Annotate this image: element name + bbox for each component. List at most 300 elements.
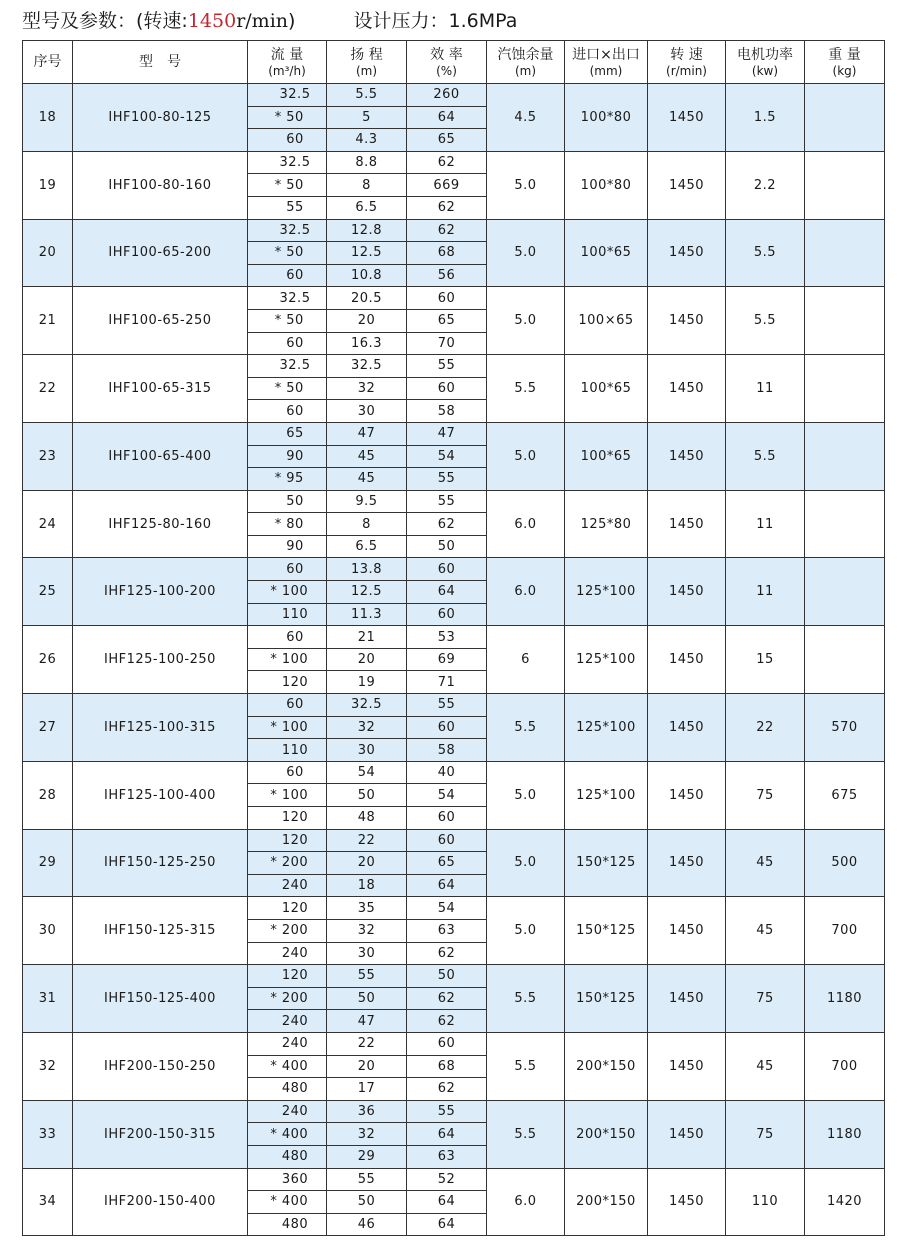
head-cell: 8.8 xyxy=(327,151,407,174)
flow-value: 120 xyxy=(281,900,309,916)
head-cell: 12.5 xyxy=(327,242,407,265)
head-cell: 46 xyxy=(327,1213,407,1236)
flow-cell xyxy=(248,445,327,468)
speed-cell: 1450 xyxy=(648,355,726,423)
flow-value: 100 xyxy=(281,652,309,668)
head-unit: (m) xyxy=(355,63,378,78)
col-efficiency: 效 率 (%) xyxy=(407,41,487,84)
flow-cell xyxy=(248,151,327,174)
flow-value: 400 xyxy=(281,1126,309,1142)
head-cell: 8 xyxy=(327,174,407,197)
efficiency-unit: (%) xyxy=(436,63,457,78)
flow-value: 50 xyxy=(286,313,304,329)
flow-value: 360 xyxy=(281,1171,309,1187)
rated-point-marker: * xyxy=(270,1126,278,1142)
flow-cell xyxy=(248,84,327,107)
efficiency-cell: 62 xyxy=(407,151,487,174)
seq-cell: 20 xyxy=(23,219,73,287)
head-cell: 6.5 xyxy=(327,196,407,219)
motor-power-cell: 11 xyxy=(726,558,805,626)
npsh-cell: 5.5 xyxy=(487,355,565,423)
flow-cell xyxy=(248,603,327,626)
flow-cell xyxy=(248,784,327,807)
seq-cell: 33 xyxy=(23,1100,73,1168)
inlet-outlet-cell: 100*65 xyxy=(565,355,648,423)
model-group xyxy=(23,761,885,829)
speed-cell: 1450 xyxy=(648,1032,726,1100)
flow-cell xyxy=(248,1078,327,1101)
head-cell: 5 xyxy=(327,106,407,129)
flow-value: 90 xyxy=(286,539,304,555)
flow-value: 60 xyxy=(286,268,304,284)
head-cell: 50 xyxy=(327,784,407,807)
efficiency-cell: 60 xyxy=(407,377,487,400)
weight-cell: 675 xyxy=(805,761,885,829)
npsh-cell: 5.0 xyxy=(487,829,565,897)
col-weight: 重 量 (kg) xyxy=(805,41,885,84)
rated-point-marker: * xyxy=(270,991,278,1007)
flow-cell xyxy=(248,468,327,491)
head-cell: 45 xyxy=(327,468,407,491)
model-cell: IHF150-125-315 xyxy=(73,897,248,965)
efficiency-cell: 68 xyxy=(407,1055,487,1078)
flow-value: 110 xyxy=(281,606,309,622)
efficiency-cell: 55 xyxy=(407,468,487,491)
weight-cell xyxy=(805,355,885,423)
rated-point-marker: * xyxy=(274,313,282,329)
motor-power-cell: 11 xyxy=(726,355,805,423)
flow-value: 480 xyxy=(281,1216,309,1232)
flow-cell xyxy=(248,1145,327,1168)
npsh-cell: 6 xyxy=(487,626,565,694)
flow-value: 120 xyxy=(281,674,309,690)
flow-value: 32.5 xyxy=(279,222,311,238)
model-group xyxy=(23,287,885,355)
motor-power-cell: 22 xyxy=(726,694,805,762)
efficiency-cell: 56 xyxy=(407,264,487,287)
head-cell: 32 xyxy=(327,1123,407,1146)
head-cell: 20 xyxy=(327,852,407,875)
model-group xyxy=(23,355,885,423)
flow-cell xyxy=(248,1123,327,1146)
seq-cell: 30 xyxy=(23,897,73,965)
table-row xyxy=(23,151,885,174)
npsh-cell: 5.5 xyxy=(487,1032,565,1100)
model-cell: IHF125-80-160 xyxy=(73,490,248,558)
flow-value: 32.5 xyxy=(279,155,311,171)
flow-value: 110 xyxy=(281,742,309,758)
flow-cell xyxy=(248,987,327,1010)
rated-point-marker: * xyxy=(274,381,282,397)
rated-point-marker: * xyxy=(270,787,278,803)
weight-cell xyxy=(805,558,885,626)
weight-cell: 570 xyxy=(805,694,885,762)
seq-cell: 19 xyxy=(23,151,73,219)
npsh-cell: 5.0 xyxy=(487,151,565,219)
efficiency-cell: 60 xyxy=(407,1032,487,1055)
speed-cell: 1450 xyxy=(648,422,726,490)
weight-cell xyxy=(805,219,885,287)
flow-value: 95 xyxy=(286,471,304,487)
efficiency-cell: 64 xyxy=(407,1123,487,1146)
motor-power-cell: 75 xyxy=(726,1100,805,1168)
head-cell: 47 xyxy=(327,422,407,445)
speed-value: 1450 xyxy=(187,10,237,32)
inlet-outlet-cell: 100*65 xyxy=(565,219,648,287)
table-row xyxy=(23,84,885,107)
efficiency-cell: 69 xyxy=(407,648,487,671)
flow-cell xyxy=(248,558,327,581)
head-cell: 8 xyxy=(327,513,407,536)
speed-cell: 1450 xyxy=(648,1168,726,1236)
motor-power-cell: 5.5 xyxy=(726,287,805,355)
efficiency-cell: 70 xyxy=(407,332,487,355)
flow-cell xyxy=(248,1191,327,1214)
flow-cell xyxy=(248,106,327,129)
col-flow: 流 量 (m³/h) xyxy=(248,41,327,84)
table-row xyxy=(23,558,885,581)
inlet-outlet-cell: 100×65 xyxy=(565,287,648,355)
motor-power-cell: 2.2 xyxy=(726,151,805,219)
model-group xyxy=(23,829,885,897)
flow-value: 32.5 xyxy=(279,358,311,374)
flow-cell xyxy=(248,897,327,920)
weight-cell xyxy=(805,84,885,152)
motor-power-cell: 1.5 xyxy=(726,84,805,152)
head-cell: 32.5 xyxy=(327,694,407,717)
speed-cell: 1450 xyxy=(648,694,726,762)
npsh-cell: 6.0 xyxy=(487,490,565,558)
pump-spec-table xyxy=(22,40,885,1236)
model-cell: IHF100-65-250 xyxy=(73,287,248,355)
efficiency-cell: 65 xyxy=(407,309,487,332)
efficiency-cell: 55 xyxy=(407,490,487,513)
model-group xyxy=(23,694,885,762)
head-cell: 10.8 xyxy=(327,264,407,287)
weight-cell: 700 xyxy=(805,1032,885,1100)
seq-cell: 31 xyxy=(23,965,73,1033)
efficiency-cell: 55 xyxy=(407,355,487,378)
seq-cell: 21 xyxy=(23,287,73,355)
speed-cell: 1450 xyxy=(648,1100,726,1168)
rated-point-marker: * xyxy=(270,584,278,600)
model-cell: IHF100-80-160 xyxy=(73,151,248,219)
seq-cell: 24 xyxy=(23,490,73,558)
flow-value: 50 xyxy=(286,245,304,261)
head-cell: 9.5 xyxy=(327,490,407,513)
efficiency-cell: 62 xyxy=(407,1078,487,1101)
flow-value: 50 xyxy=(286,381,304,397)
weight-unit: (kg) xyxy=(832,63,857,78)
rated-point-marker: * xyxy=(274,177,282,193)
flow-value: 100 xyxy=(281,787,309,803)
efficiency-cell: 50 xyxy=(407,965,487,988)
model-group xyxy=(23,84,885,152)
table-row xyxy=(23,897,885,920)
model-cell: IHF200-150-315 xyxy=(73,1100,248,1168)
efficiency-cell: 55 xyxy=(407,694,487,717)
flow-cell xyxy=(248,852,327,875)
seq-cell: 25 xyxy=(23,558,73,626)
flow-cell xyxy=(248,287,327,310)
speed-unit: r/min xyxy=(236,10,289,32)
seq-cell: 28 xyxy=(23,761,73,829)
table-row xyxy=(23,1032,885,1055)
design-pressure: 设计压力：1.6MPa xyxy=(353,10,518,32)
rated-point-marker: * xyxy=(274,516,282,532)
col-model: 型 号 xyxy=(73,41,248,84)
flow-cell xyxy=(248,874,327,897)
model-cell: IHF125-100-315 xyxy=(73,694,248,762)
speed-cell: 1450 xyxy=(648,219,726,287)
flow-value: 80 xyxy=(286,516,304,532)
efficiency-cell: 58 xyxy=(407,400,487,423)
flow-cell xyxy=(248,671,327,694)
flow-value: 50 xyxy=(286,109,304,125)
head-cell: 45 xyxy=(327,445,407,468)
efficiency-cell: 65 xyxy=(407,852,487,875)
efficiency-cell: 65 xyxy=(407,129,487,152)
flow-cell xyxy=(248,422,327,445)
model-group xyxy=(23,1032,885,1100)
page-heading xyxy=(22,6,882,36)
speed-cell: 1450 xyxy=(648,151,726,219)
head-cell: 6.5 xyxy=(327,535,407,558)
motor-power-cell: 45 xyxy=(726,829,805,897)
speed-cell: 1450 xyxy=(648,761,726,829)
speed-cell: 1450 xyxy=(648,626,726,694)
head-cell: 50 xyxy=(327,987,407,1010)
head-cell: 54 xyxy=(327,761,407,784)
flow-cell xyxy=(248,761,327,784)
inlet-outlet-cell: 200*150 xyxy=(565,1168,648,1236)
flow-cell xyxy=(248,807,327,830)
npsh-cell: 6.0 xyxy=(487,1168,565,1236)
model-cell: IHF100-65-400 xyxy=(73,422,248,490)
seq-cell: 32 xyxy=(23,1032,73,1100)
seq-cell: 22 xyxy=(23,355,73,423)
npsh-cell: 5.0 xyxy=(487,761,565,829)
model-params-label: 型号及参数：(转速: xyxy=(22,10,188,32)
table-row xyxy=(23,829,885,852)
table-row xyxy=(23,965,885,988)
flow-cell xyxy=(248,332,327,355)
head-cell: 18 xyxy=(327,874,407,897)
efficiency-cell: 64 xyxy=(407,581,487,604)
efficiency-cell: 63 xyxy=(407,1145,487,1168)
inlet-outlet-cell: 100*65 xyxy=(565,422,648,490)
motor-power-cell: 75 xyxy=(726,761,805,829)
weight-cell xyxy=(805,490,885,558)
efficiency-cell: 60 xyxy=(407,603,487,626)
npsh-cell: 5.0 xyxy=(487,219,565,287)
head-cell: 35 xyxy=(327,897,407,920)
head-cell: 36 xyxy=(327,1100,407,1123)
head-cell: 30 xyxy=(327,400,407,423)
flow-value: 60 xyxy=(286,765,304,781)
flow-value: 60 xyxy=(286,697,304,713)
efficiency-cell: 54 xyxy=(407,897,487,920)
head-cell: 55 xyxy=(327,1168,407,1191)
efficiency-cell: 53 xyxy=(407,626,487,649)
inlet-outlet-cell: 125*100 xyxy=(565,558,648,626)
flow-cell xyxy=(248,196,327,219)
flow-cell xyxy=(248,355,327,378)
flow-value: 60 xyxy=(286,335,304,351)
flow-cell xyxy=(248,694,327,717)
efficiency-cell: 64 xyxy=(407,874,487,897)
model-group xyxy=(23,626,885,694)
efficiency-cell: 669 xyxy=(407,174,487,197)
motor-power-cell: 15 xyxy=(726,626,805,694)
efficiency-cell: 55 xyxy=(407,1100,487,1123)
flow-value: 32.5 xyxy=(279,87,311,103)
head-cell: 30 xyxy=(327,942,407,965)
flow-value: 65 xyxy=(286,426,304,442)
efficiency-cell: 62 xyxy=(407,196,487,219)
motor-power-cell: 5.5 xyxy=(726,219,805,287)
col-head: 扬 程 (m) xyxy=(327,41,407,84)
inlet-outlet-cell: 150*125 xyxy=(565,965,648,1033)
efficiency-cell: 62 xyxy=(407,942,487,965)
rated-point-marker: * xyxy=(270,923,278,939)
head-cell: 48 xyxy=(327,807,407,830)
flow-cell xyxy=(248,1100,327,1123)
efficiency-cell: 60 xyxy=(407,716,487,739)
flow-value: 120 xyxy=(281,810,309,826)
seq-cell: 18 xyxy=(23,84,73,152)
head-cell: 20 xyxy=(327,1055,407,1078)
seq-cell: 34 xyxy=(23,1168,73,1236)
speed-cell: 1450 xyxy=(648,558,726,626)
npsh-cell: 5.5 xyxy=(487,694,565,762)
inlet-outlet-cell: 125*100 xyxy=(565,761,648,829)
flow-cell xyxy=(248,129,327,152)
model-group xyxy=(23,965,885,1033)
flow-value: 32.5 xyxy=(279,290,311,306)
efficiency-cell: 50 xyxy=(407,535,487,558)
model-cell: IHF150-125-400 xyxy=(73,965,248,1033)
head-cell: 55 xyxy=(327,965,407,988)
head-cell: 29 xyxy=(327,1145,407,1168)
rated-point-marker: * xyxy=(270,1194,278,1210)
head-cell: 22 xyxy=(327,1032,407,1055)
efficiency-cell: 64 xyxy=(407,1213,487,1236)
flow-value: 120 xyxy=(281,968,309,984)
flow-cell xyxy=(248,1213,327,1236)
flow-cell xyxy=(248,535,327,558)
head-cell: 17 xyxy=(327,1078,407,1101)
motor-power-cell: 45 xyxy=(726,1032,805,1100)
model-group xyxy=(23,1168,885,1236)
weight-cell: 1420 xyxy=(805,1168,885,1236)
flow-value: 120 xyxy=(281,832,309,848)
head-cell: 21 xyxy=(327,626,407,649)
seq-cell: 23 xyxy=(23,422,73,490)
head-cell: 12.8 xyxy=(327,219,407,242)
table-row xyxy=(23,490,885,513)
seq-cell: 29 xyxy=(23,829,73,897)
speed-cell: 1450 xyxy=(648,84,726,152)
model-group xyxy=(23,558,885,626)
flow-cell xyxy=(248,648,327,671)
efficiency-cell: 64 xyxy=(407,1191,487,1214)
flow-value: 200 xyxy=(281,923,309,939)
inlet-outlet-cell: 200*150 xyxy=(565,1032,648,1100)
weight-cell xyxy=(805,151,885,219)
inlet-outlet-cell: 100*80 xyxy=(565,84,648,152)
flow-value: 50 xyxy=(286,493,304,509)
head-cell: 5.5 xyxy=(327,84,407,107)
flow-cell xyxy=(248,219,327,242)
speed-cell: 1450 xyxy=(648,897,726,965)
head-cell: 47 xyxy=(327,1010,407,1033)
rated-point-marker: * xyxy=(274,245,282,261)
flow-cell xyxy=(248,174,327,197)
flow-unit: (m³/h) xyxy=(268,63,306,78)
flow-cell xyxy=(248,309,327,332)
speed-cell: 1450 xyxy=(648,829,726,897)
flow-cell xyxy=(248,513,327,536)
flow-value: 240 xyxy=(281,1013,309,1029)
table-row xyxy=(23,694,885,717)
rated-point-marker: * xyxy=(270,855,278,871)
weight-cell: 1180 xyxy=(805,965,885,1033)
flow-value: 100 xyxy=(281,719,309,735)
weight-cell xyxy=(805,287,885,355)
model-group xyxy=(23,219,885,287)
model-cell: IHF125-100-250 xyxy=(73,626,248,694)
inlet-outlet-unit: (mm) xyxy=(589,63,623,78)
seq-cell: 27 xyxy=(23,694,73,762)
inlet-outlet-cell: 100*80 xyxy=(565,151,648,219)
table-row xyxy=(23,626,885,649)
table-row xyxy=(23,355,885,378)
flow-value: 200 xyxy=(281,855,309,871)
head-cell: 16.3 xyxy=(327,332,407,355)
col-seq: 序号 xyxy=(23,41,73,84)
table-row xyxy=(23,287,885,310)
flow-value: 240 xyxy=(281,945,309,961)
head-cell: 50 xyxy=(327,1191,407,1214)
efficiency-cell: 260 xyxy=(407,84,487,107)
efficiency-cell: 64 xyxy=(407,106,487,129)
head-cell: 32 xyxy=(327,919,407,942)
model-cell: IHF100-80-125 xyxy=(73,84,248,152)
flow-cell xyxy=(248,242,327,265)
flow-value: 55 xyxy=(286,200,304,216)
flow-value: 60 xyxy=(286,629,304,645)
efficiency-cell: 68 xyxy=(407,242,487,265)
inlet-outlet-cell: 150*125 xyxy=(565,829,648,897)
flow-value: 480 xyxy=(281,1081,309,1097)
model-cell: IHF125-100-200 xyxy=(73,558,248,626)
inlet-outlet-cell: 125*100 xyxy=(565,694,648,762)
npsh-cell: 4.5 xyxy=(487,84,565,152)
model-cell: IHF100-65-315 xyxy=(73,355,248,423)
table-row xyxy=(23,1100,885,1123)
flow-value: 100 xyxy=(281,584,309,600)
head-cell: 13.8 xyxy=(327,558,407,581)
flow-cell xyxy=(248,1168,327,1191)
table-row xyxy=(23,422,885,445)
head-cell: 11.3 xyxy=(327,603,407,626)
flow-cell xyxy=(248,829,327,852)
head-cell: 20.5 xyxy=(327,287,407,310)
flow-cell xyxy=(248,264,327,287)
efficiency-cell: 60 xyxy=(407,829,487,852)
npsh-cell: 5.0 xyxy=(487,897,565,965)
